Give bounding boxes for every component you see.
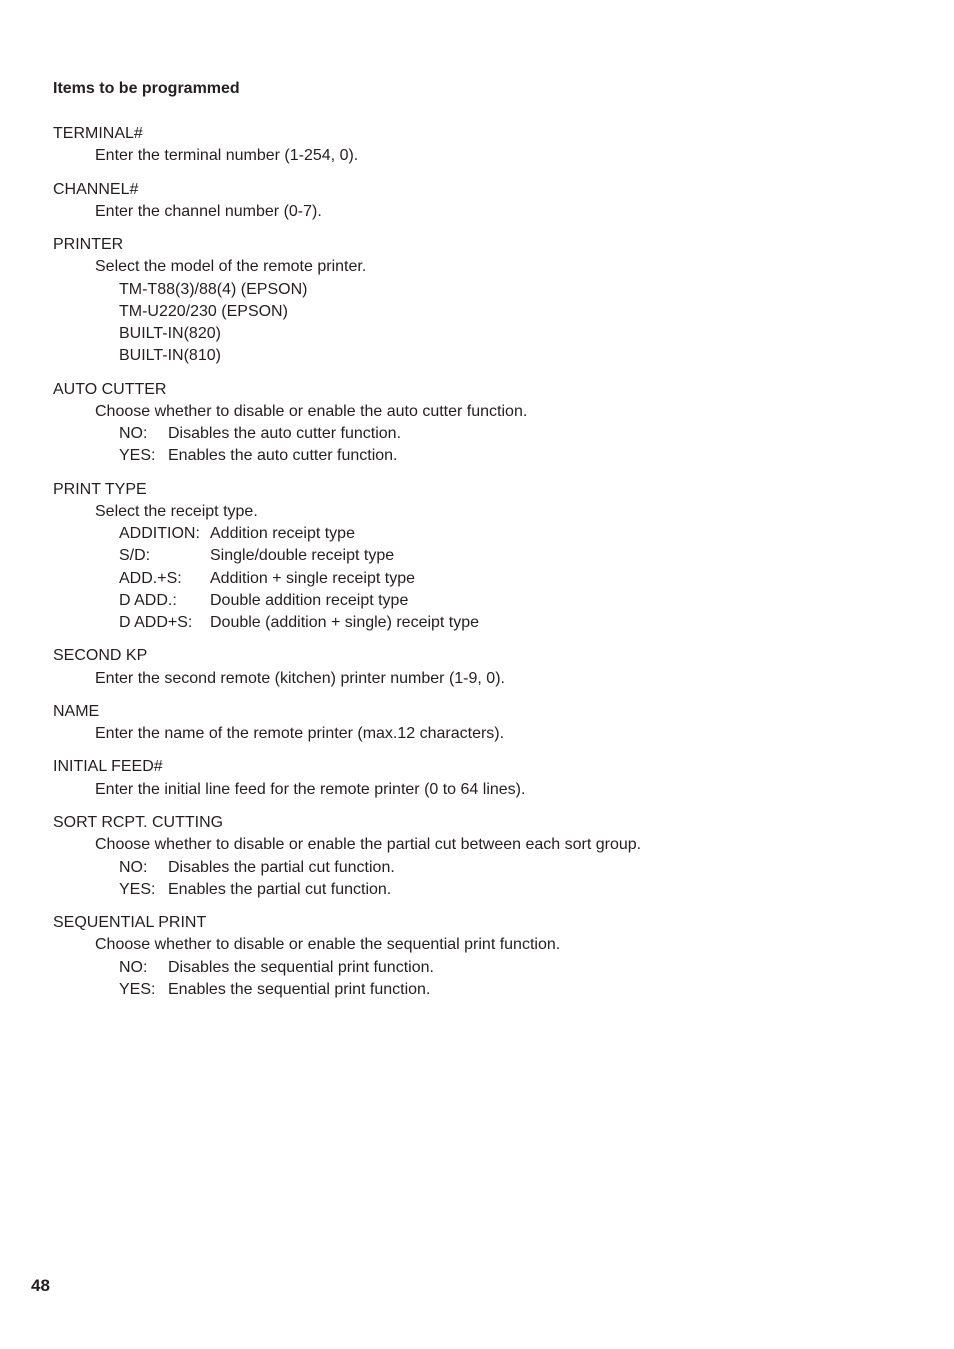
item-title-sort-rcpt-cutting: SORT RCPT. CUTTING: [53, 814, 224, 831]
printer-option: TM-T88(3)/88(4) (EPSON): [119, 281, 308, 298]
option-meaning: Disables the sequential print function.: [168, 959, 434, 976]
item-desc-print-type: Select the receipt type.: [95, 503, 258, 520]
option-meaning: Enables the sequential print function.: [168, 981, 431, 998]
section-heading: Items to be programmed: [53, 80, 240, 97]
printer-option: TM-U220/230 (EPSON): [119, 303, 288, 320]
item-title-initial-feed: INITIAL FEED#: [53, 758, 163, 775]
printer-option: BUILT-IN(810): [119, 347, 221, 364]
item-title-sequential-print: SEQUENTIAL PRINT: [53, 914, 207, 931]
option-code: NO:: [119, 859, 148, 876]
item-desc-auto-cutter: Choose whether to disable or enable the auto cutter function.: [95, 403, 528, 420]
item-desc-printer: Select the model of the remote printer.: [95, 258, 367, 275]
option-meaning: Enables the partial cut function.: [168, 881, 392, 898]
option-code: D ADD+S:: [119, 614, 193, 631]
item-desc-name: Enter the name of the remote printer (max.12 characters).: [95, 725, 505, 742]
option-meaning: Enables the auto cutter function.: [168, 447, 398, 464]
item-desc-terminal: Enter the terminal number (1-254, 0).: [95, 147, 359, 164]
option-meaning: Single/double receipt type: [210, 547, 395, 564]
option-code: YES:: [119, 881, 156, 898]
item-title-terminal: TERMINAL#: [53, 125, 143, 142]
page-number: 48: [31, 1276, 50, 1295]
printer-option: BUILT-IN(820): [119, 325, 221, 342]
item-desc-channel: Enter the channel number (0-7).: [95, 203, 322, 220]
option-code: NO:: [119, 959, 148, 976]
option-meaning: Double (addition + single) receipt type: [210, 614, 480, 631]
option-meaning: Disables the auto cutter function.: [168, 425, 402, 442]
option-code: YES:: [119, 447, 156, 464]
option-code: ADDITION:: [119, 525, 200, 542]
item-desc-sequential-print: Choose whether to disable or enable the sequential print function.: [95, 936, 561, 953]
item-title-print-type: PRINT TYPE: [53, 481, 147, 498]
item-desc-second-kp: Enter the second remote (kitchen) printer number (1-9, 0).: [95, 670, 505, 687]
option-meaning: Double addition receipt type: [210, 592, 409, 609]
option-code: YES:: [119, 981, 156, 998]
item-desc-initial-feed: Enter the initial line feed for the remote printer (0 to 64 lines).: [95, 781, 526, 798]
option-code: S/D:: [119, 547, 151, 564]
item-title-name: NAME: [53, 703, 100, 720]
item-title-printer: PRINTER: [53, 236, 124, 253]
option-meaning: Addition receipt type: [210, 525, 355, 542]
option-code: D ADD.:: [119, 592, 177, 609]
item-title-second-kp: SECOND KP: [53, 647, 148, 664]
item-desc-sort-rcpt-cutting: Choose whether to disable or enable the partial cut between each sort group.: [95, 836, 642, 853]
option-code: NO:: [119, 425, 148, 442]
option-meaning: Disables the partial cut function.: [168, 859, 395, 876]
option-meaning: Addition + single receipt type: [210, 570, 416, 587]
item-title-auto-cutter: AUTO CUTTER: [53, 381, 167, 398]
item-title-channel: CHANNEL#: [53, 181, 139, 198]
option-code: ADD.+S:: [119, 570, 182, 587]
